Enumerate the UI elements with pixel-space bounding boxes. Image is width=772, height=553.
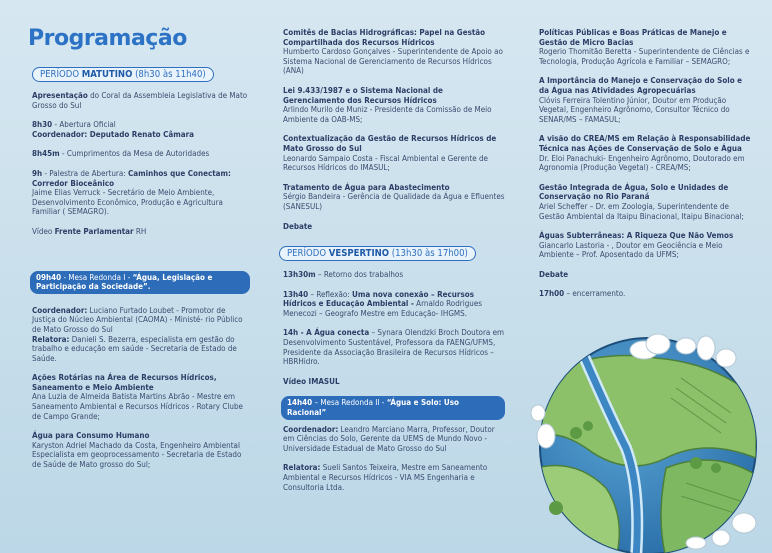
item-time: 09h40 [36, 272, 62, 282]
period-time: (13h30 às 17h00) [389, 248, 468, 260]
item-policies [539, 28, 754, 66]
column-left [28, 0, 250, 480]
item-video-imasul [283, 377, 505, 387]
item-title: Contextualização da Gestão de Recursos Hídricos de Mato Grosso do Sul [283, 134, 497, 153]
item-title: Lei 9.433/1987 e o Sistema Nacional de Gerenciamento dos Recursos Hídricos [283, 85, 443, 105]
land-east [661, 460, 761, 553]
item-time: Apresentação [32, 91, 88, 100]
item-text: do Coral da Assembleia Legislativa de Mato Grosso do Sul [32, 91, 248, 110]
item-return [283, 270, 505, 280]
item-text: - Palestra de Abertura: [42, 168, 128, 178]
item-title: 14h - A Água conecta [283, 328, 370, 338]
item-coordinator: Coordenador: Deputado Renato Câmara [32, 129, 194, 139]
item-text: – Reflexão: [308, 289, 352, 299]
item-title: A visão do CREA/MS em Relação à Responsabilidade Técnica nas Ações de Conservação de Solo e Água [539, 134, 751, 153]
item-text: Leandro Marciano Marra, Professor, Doutor em Ciências do Solo, Gerente da UEMS de Mundo Novo - Universidade Estadual de Mato Grosso do Sul [283, 424, 495, 453]
item-closing [539, 289, 754, 299]
item-speaker: Sérgio Bandeira - Gerência de Qualidade da Água e Efluentes (SANESUL) [283, 192, 505, 211]
item-time: 13h40 [283, 289, 309, 299]
item-text: - Abertura Oficial [52, 120, 116, 130]
item-coordination-2 [283, 425, 505, 454]
item-speaker: Humberto Cardoso Gonçalves - Superintendente de Apoio ao Sistema Nacional de Gerenciamento de Recursos Hídricos (ANA) [283, 47, 503, 76]
period-name: MATUTINO [81, 69, 133, 80]
roundtable-2-wrap [281, 396, 505, 419]
item-role: Relatora: [283, 463, 321, 473]
item-title: A Importância do Manejo e Conservação do Solo e da Água nas Atividades Agropecuárias [539, 76, 743, 95]
item-text: RH [133, 226, 147, 236]
item-groundwater [539, 231, 754, 260]
item-opening [32, 120, 250, 139]
roundtable-1-wrap [30, 271, 250, 294]
item-title: Caminhos que Conectam: Corredor Bioceânico [32, 168, 231, 188]
item-keynote [32, 169, 250, 217]
item-speaker: Ariel Scheffer – Dr. em Zoologia, Superintendente de Gestão Ambiental da Itaipu Binacional, Itaipu Binacional; [539, 201, 744, 221]
item-video [32, 227, 250, 237]
item-title: Gestão Integrada de Água, Solo e Unidades de Conservação no Rio Paraná [539, 182, 729, 202]
item-speaker: Ana Luzia de Almeida Batista Martins Abrão - Mestre em Saneamento Ambiental e Recursos Hídricos - Rotary Clube de Campo Grande; [32, 392, 243, 421]
item-title: Tratamento de Água para Abastecimento [283, 182, 450, 192]
item-text: Vídeo [32, 226, 55, 236]
item-time: 13h30m [283, 270, 316, 280]
item-title: Água para Consumo Humano [32, 431, 150, 441]
item-title: Debate [539, 269, 569, 279]
item-title: Ações Rotárias na Área de Recursos Hídricos, Saneamento e Meio Ambiente [32, 373, 217, 392]
item-role: Relatora: [32, 334, 70, 344]
period-name: VESPERTINO [328, 248, 390, 260]
item-speaker: Karyston Adriel Machado da Costa, Engenheiro Ambiental Especialista em geoprocessamento - Secretaria de Estado de Saúde de Mato grosso do Sul; [32, 440, 242, 470]
item-debate-2 [539, 270, 754, 280]
period-morning-wrap [32, 62, 250, 82]
item-title: Políticas Públicas e Boas Práticas de Manejo e Gestão de Micro Bacias [539, 28, 727, 47]
item-text: Sueli Santos Teixeira, Mestre em Saneamento Ambiental e Recursos Hídricos - VIA MS Engenharia e Consultoria Ltda. [283, 463, 488, 492]
item-time: 8h45m [32, 149, 60, 159]
item-text: Danieli S. Bezerra, especialista em gestão do trabalho e educação em saúde - Secretaria de Estado de Saúde. [32, 334, 237, 363]
item-title: Águas Subterrâneas: A Riqueza Que Não Vemos [539, 231, 734, 241]
roundtable-2-badge [281, 396, 505, 419]
item-committees [283, 28, 505, 76]
item-speaker: Arlindo Murilo de Muniz - Presidente da Comissão de Meio Ambiente da OAB-MS; [283, 105, 492, 124]
item-title: Frente Parlamentar [54, 226, 134, 236]
item-title: “Água, Legislação e Participação da Sociedade”. [36, 272, 213, 292]
period-label: PERÍODO [287, 248, 329, 260]
item-speaker: Clóvis Ferreira Tolentino Júnior, Doutor em Produção Vegetal, Engenheiro Agrônomo, Consultor Técnico do SENAR/MS – FAMASUL; [539, 95, 730, 124]
roundtable-1-badge [30, 271, 250, 294]
column-middle [283, 28, 505, 502]
page-title: Programação [28, 26, 187, 51]
item-speaker: Dr. Eloi Panachuki- Engenheiro Agrônomo, Doutorado em Agronomia (Produção Vegetal) - CREA/MS; [539, 153, 745, 173]
item-debate-1 [283, 222, 505, 232]
period-afternoon-pill [279, 246, 476, 261]
item-coordination-1 [32, 306, 250, 364]
item-role: Coordenador: [283, 424, 339, 434]
item-time: 14h40 [287, 398, 313, 408]
item-rapporteur-2 [283, 463, 505, 492]
period-morning-pill [32, 67, 214, 82]
item-context [283, 134, 505, 172]
item-integrated-management [539, 183, 754, 221]
item-text: - Mesa Redonda I - [61, 272, 133, 282]
item-law [283, 86, 505, 124]
column-right [539, 28, 754, 309]
item-rotary [32, 373, 250, 421]
item-soil-management [539, 76, 754, 124]
period-time: (8h30 às 11h40) [132, 69, 206, 80]
item-human-consumption [32, 431, 250, 469]
item-text: – encerramento. [564, 289, 626, 299]
item-water-connects [283, 328, 505, 366]
item-speaker: Rogerio Thomitão Beretta - Superintendente de Ciências e Tecnologia, Produção Agrícola e Familiar – SEMAGRO; [539, 47, 750, 66]
item-title: Vídeo IMASUL [283, 376, 340, 386]
item-text: - Cumprimentos da Mesa de Autoridades [59, 149, 210, 159]
item-title: Uma nova conexão – Recursos Hídricos e Educação Ambiental - [283, 289, 474, 309]
globe-illustration [516, 318, 766, 553]
item-speaker: – Synara Olendzki Broch Doutora em Desenvolvimento Sustentável, Professora da FAENG/UFMS, Presidente da Associação Brasileira de Recursos Hídricos – HBRHidro. [283, 328, 505, 367]
item-treatment [283, 183, 505, 212]
item-text: – Mesa Redonda II - [312, 398, 387, 408]
item-presentation [32, 91, 250, 110]
item-speaker: Leonardo Sampaio Costa - Fiscal Ambiental e Gerente de Recursos Hídricos do IMASUL; [283, 153, 488, 173]
period-afternoon-wrap [279, 241, 505, 261]
period-label: PERÍODO [40, 69, 82, 80]
item-speaker: Jaime Elias Verruck - Secretário de Meio Ambiente, Desenvolvimento Econômico, Produção e Agricultura Familiar ( SEMAGRO). [32, 188, 223, 217]
item-speaker: Arnaldo Rodrigues Menecozi – Geografo Mestre em Educação- IHGMS. [283, 299, 483, 318]
item-role: Coordenador: [32, 305, 88, 315]
item-time: 8h30 [32, 120, 53, 130]
item-speaker: Giancarlo Lastoria - , Doutor em Geociência e Meio Ambiente – Prof. Aposentado da UFMS; [539, 240, 723, 260]
item-title: “Água e Solo: Uso Racional” [287, 398, 459, 418]
item-time: 9h [32, 168, 43, 178]
item-text: – Retorno dos trabalhos [315, 270, 404, 280]
item-title: Comitês de Bacias Hidrográficas: Papel na Gestão Compartilhada dos Recursos Hídricos [283, 28, 486, 47]
item-title: Debate [283, 221, 313, 231]
item-reflection [283, 290, 505, 319]
item-text: Luciano Furtado Loubet - Promotor de Justiça do Núcleo Ambiental (CAOMA) - Ministé- rio Público de Mato Grosso do Sul [32, 305, 243, 334]
item-greetings [32, 149, 250, 159]
item-crea [539, 134, 754, 172]
item-time: 17h00 [539, 289, 565, 299]
